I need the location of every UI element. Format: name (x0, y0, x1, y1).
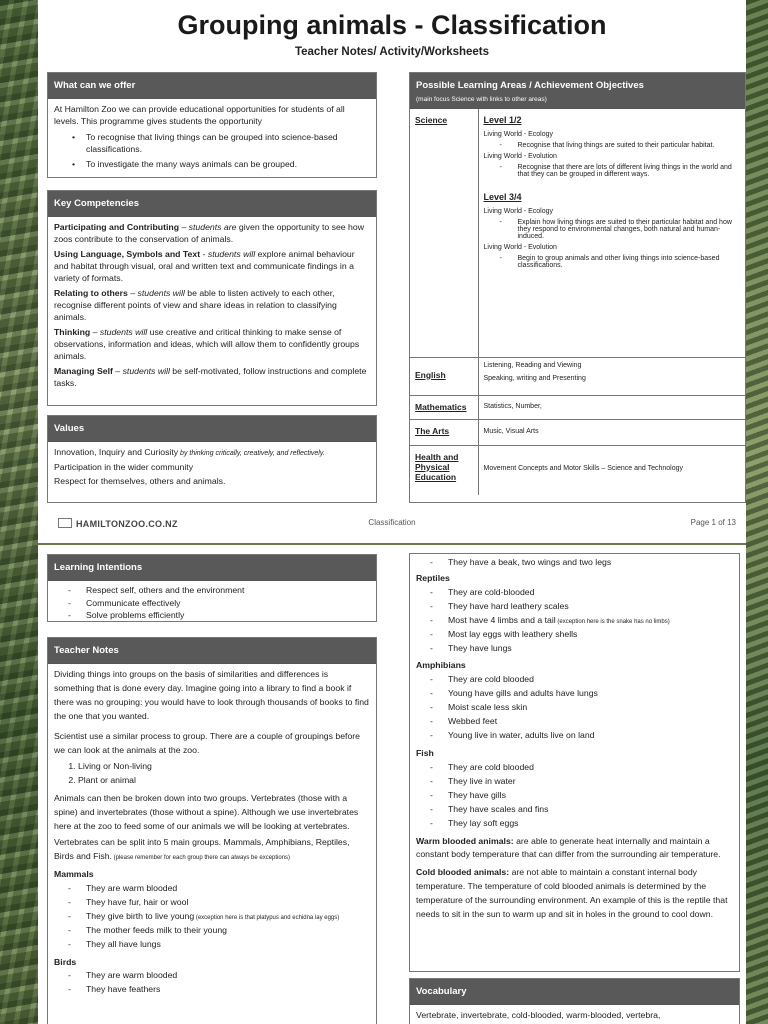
animal-groups-box (409, 553, 740, 972)
table-row (410, 419, 745, 445)
competencies-box (47, 190, 377, 406)
footer-section: Classification (368, 518, 416, 527)
subject-cell: Health and Physical Education (410, 445, 478, 495)
vocabulary-text: Vertebrate, invertebrate, cold-blooded, warm-blooded, vertebra, (416, 1010, 661, 1020)
section-heading: Amphibians (416, 660, 466, 671)
offer-box (47, 72, 377, 178)
section-heading: Birds (54, 956, 77, 967)
objective-cell: Music, Visual Arts (478, 419, 745, 445)
definition-cold: Cold blooded animals: are not able to maintain a constant internal body temperature. The temperature of cold blooded animals is determined by the temperature of the surrounding environment. An example of this is the reptile that needs to sit in the sun to warm up and sit in holes in the ground to cool down. (416, 867, 728, 920)
intentions-heading: Learning Intentions (48, 555, 376, 581)
learning-areas-table (410, 109, 745, 495)
page-title: Grouping animals - Classification (177, 10, 607, 40)
list-item: - They have hard leathery scales (430, 600, 733, 614)
page-subtitle: Teacher Notes/ Activity/Worksheets (294, 46, 490, 58)
values-line: Innovation, Inquiry and Curiosity by thinking critically, creatively, and reflectively. (54, 447, 325, 457)
competency-item: Participating and Contributing – students are given the opportunity to see how zoos contribute to the conservation of animals. (54, 222, 364, 245)
document-page-1 (38, 0, 746, 543)
page-number: Page 1 of 13 (690, 518, 736, 527)
intentions-box (47, 554, 377, 622)
foliage-right-border (746, 0, 768, 1024)
vocabulary-box (409, 978, 740, 1024)
vocabulary-heading: Vocabulary (410, 979, 739, 1005)
table-row (410, 395, 745, 419)
document-page-2 (38, 545, 746, 1024)
list-item: - They are cold blooded (430, 761, 733, 775)
values-line: Respect for themselves, others and animals. (54, 476, 226, 487)
teacher-notes-heading: Teacher Notes (48, 638, 376, 664)
competency-item: Relating to others – students will be able to listen actively to each other, recognise different points of view and share ideas in relation to classifying animals. (54, 287, 337, 323)
competency-item: Using Language, Symbols and Text - students will explore animal behaviour and habitat through visual, oral and written text and communicate findings in a variety of formats. (54, 248, 355, 284)
competency-item: Managing Self – students will be self-motivated, follow instructions and complete tasks. (54, 365, 367, 389)
list-item: - Young have gills and adults have lungs (430, 687, 733, 701)
list-item: - Communicate effectively (68, 597, 370, 610)
objective-cell: Listening, Reading and Viewing Speaking, writing and Presenting (478, 357, 745, 395)
objective-cell: Level 1/2 Living World - Ecology - Recognise that living things are suited to their particular habitat. Living World - Evolution - Recognise that there are lots of different living things in the world and that they can be grouped in different ways. Level 3/4 Living World - Ecology - Explain how living things are suited to their particular habitat and how they respond to environmental changes, both natural and human-induced. Living World - Evolution - Begin to group animals and other living things into science-based classifications. (478, 109, 745, 357)
list-item: - Most lay eggs with leathery shells (430, 628, 733, 642)
notes-paragraph: Dividing things into groups on the basis of similarities and differences is something that is done every day. Imagine going into a library to find a book if there was no grouping: you would have to look through thousands of books to find the one that you wanted. (54, 669, 369, 721)
list-item: - They have a beak, two wings and two legs (430, 556, 733, 570)
list-item: - They all have lungs (68, 938, 370, 952)
list-item: - Webbed feet (430, 715, 733, 729)
table-row (410, 109, 745, 357)
zoo-logo: HAMILTONZOO.CO.NZ (58, 518, 178, 529)
subject-cell: English (410, 357, 478, 395)
list-item: - They have lungs (430, 642, 733, 656)
notes-paragraph: Animals can then be broken down into two groups. Vertebrates (those with a spine) and invertebrates (those without a spine). Although we use invertebrates here at the zoo to feed some of our animals we will be looking at vertebrates. (54, 793, 359, 832)
list-item: 2. Plant or animal (78, 774, 370, 788)
section-heading: Reptiles (416, 572, 450, 583)
list-item: - They are cold blooded (430, 673, 733, 687)
teacher-notes-box (47, 637, 377, 1024)
offer-heading: What can we offer (48, 73, 376, 99)
list-item: - They are cold-blooded (430, 586, 733, 600)
list-item: - Solve problems efficiently (68, 609, 370, 622)
list-item: - They are warm blooded (68, 969, 370, 983)
list-item: - They have feathers (68, 983, 370, 997)
foliage-left-border (0, 0, 38, 1024)
offer-intro: At Hamilton Zoo we can provide educational opportunities for students of all levels. This programme gives students the opportunity (54, 104, 345, 127)
list-item: 1. Living or Non-living (78, 760, 370, 774)
notes-paragraph: Vertebrates can be split into 5 main groups. Mammals, Amphibians, Reptiles, Birds and Fish. (please remember for each group there can always be exceptions) (54, 837, 350, 862)
objective-cell: Movement Concepts and Motor Skills – Science and Technology (478, 445, 745, 495)
competencies-heading: Key Competencies (48, 191, 376, 217)
section-heading: Mammals (54, 868, 94, 879)
values-line: Participation in the wider community (54, 461, 194, 472)
list-item: - Moist scale less skin (430, 701, 733, 715)
offer-bullet: • To investigate the many ways animals can be grouped. (72, 158, 370, 170)
section-heading: Fish (416, 747, 434, 758)
learning-areas-box (409, 72, 746, 503)
list-item: - They lay soft eggs (430, 817, 733, 831)
subject-cell: Science (410, 109, 478, 357)
table-row (410, 445, 745, 495)
competency-item: Thinking – students will use creative and critical thinking to make sense of observations, information and ideas, which will allow them to confidently groups animals. (54, 326, 360, 362)
list-item: - They have gills (430, 789, 733, 803)
learning-areas-heading: Possible Learning Areas / Achievement Objectives (main focus Science with links to other areas) (410, 73, 745, 109)
page-footer (48, 518, 736, 532)
offer-bullet: • To recognise that living things can be grouped into science-based classifications. (72, 131, 370, 156)
list-item: - They are warm blooded (68, 882, 370, 896)
table-row (410, 357, 745, 395)
subject-cell: Mathematics (410, 395, 478, 419)
values-heading: Values (48, 416, 376, 442)
values-box (47, 415, 377, 503)
notes-paragraph: Scientist use a similar process to group. There are a couple of groupings before we can look at the animals at the zoo. (54, 730, 361, 755)
list-item: - They give birth to live young (exception here is that platypus and echidna lay eggs) (68, 910, 370, 924)
list-item: - They live in water (430, 775, 733, 789)
list-item: - They have fur, hair or wool (68, 896, 370, 910)
list-item: - Young live in water, adults live on land (430, 729, 733, 743)
subject-cell: The Arts (410, 419, 478, 445)
list-item: - The mother feeds milk to their young (68, 924, 370, 938)
list-item: - They have scales and fins (430, 803, 733, 817)
list-item: - Most have 4 limbs and a tail (exception here is the snake has no limbs) (430, 614, 733, 628)
list-item: - Respect self, others and the environment (68, 584, 370, 597)
definition-warm: Warm blooded animals: are able to generate heat internally and maintain a constant body temperature that can differ from the surrounding air temperature. (416, 835, 721, 860)
objective-cell: Statistics, Number, (478, 395, 745, 419)
